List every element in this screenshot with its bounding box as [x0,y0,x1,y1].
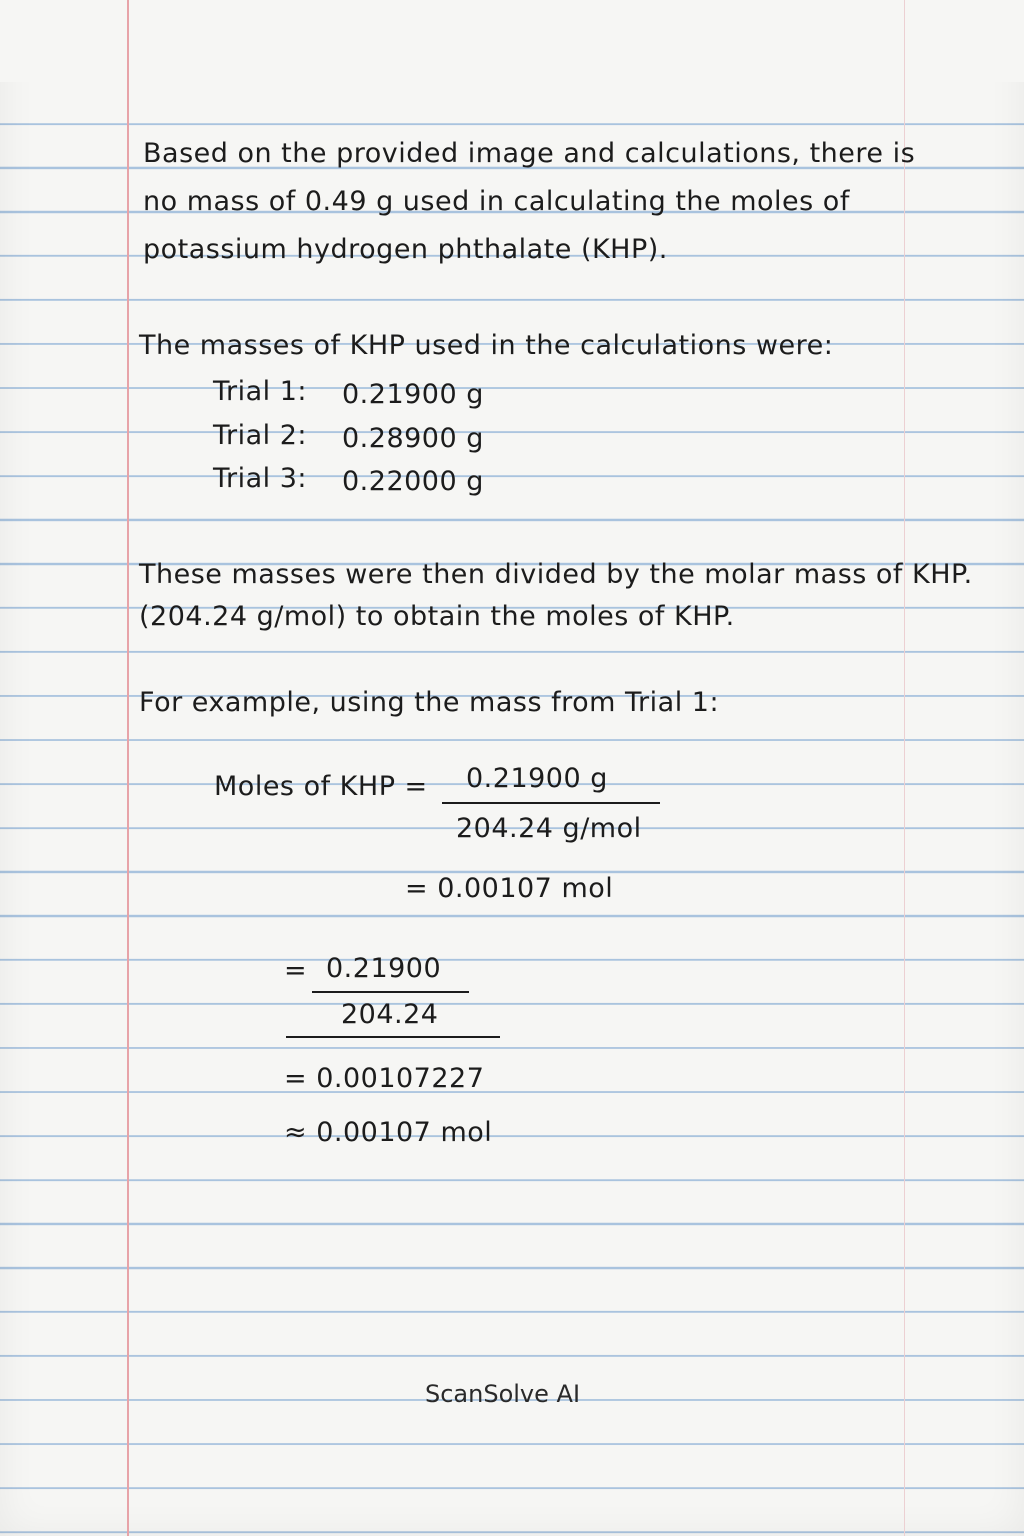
calc-fraction-bar [312,991,469,993]
trial-1-label: Trial 1: [213,376,308,407]
calc-numerator: 0.21900 [326,953,442,984]
trial-1-value: 0.21900 g [342,379,484,410]
calc-approx: ≈ 0.00107 mol [284,1117,493,1148]
example-intro: For example, using the mass from Trial 1: [139,687,720,718]
example-denominator: 204.24 g/mol [456,813,642,844]
moles-lhs: Moles of KHP = [214,771,428,802]
division-line-2: (204.24 g/mol) to obtain the moles of KHP. [139,601,735,632]
trial-2-label: Trial 2: [213,420,308,451]
intro-line-1: Based on the provided image and calculations, there is [143,138,916,169]
division-line-1: These masses were then divided by the molar mass of KHP. [139,559,973,590]
trial-2-value: 0.28900 g [342,423,484,454]
intro-line-2: no mass of 0.49 g used in calculating the moles of [143,186,850,217]
right-margin-line [904,0,905,1536]
masses-heading: The masses of KHP used in the calculations were: [139,330,834,361]
calc-denominator: 204.24 [341,999,439,1030]
red-margin-line [127,0,129,1536]
example-numerator: 0.21900 g [466,763,608,794]
trial-3-label: Trial 3: [213,463,308,494]
example-result: = 0.00107 mol [405,873,614,904]
brand-footer: ScanSolve AI [425,1380,581,1408]
example-fraction-bar [442,802,660,804]
trial-3-value: 0.22000 g [342,466,484,497]
calc-equals: = [284,955,308,986]
calc-result: = 0.00107227 [284,1063,485,1094]
intro-line-3: potassium hydrogen phthalate (KHP). [143,234,668,265]
calc-underline [286,1036,500,1038]
